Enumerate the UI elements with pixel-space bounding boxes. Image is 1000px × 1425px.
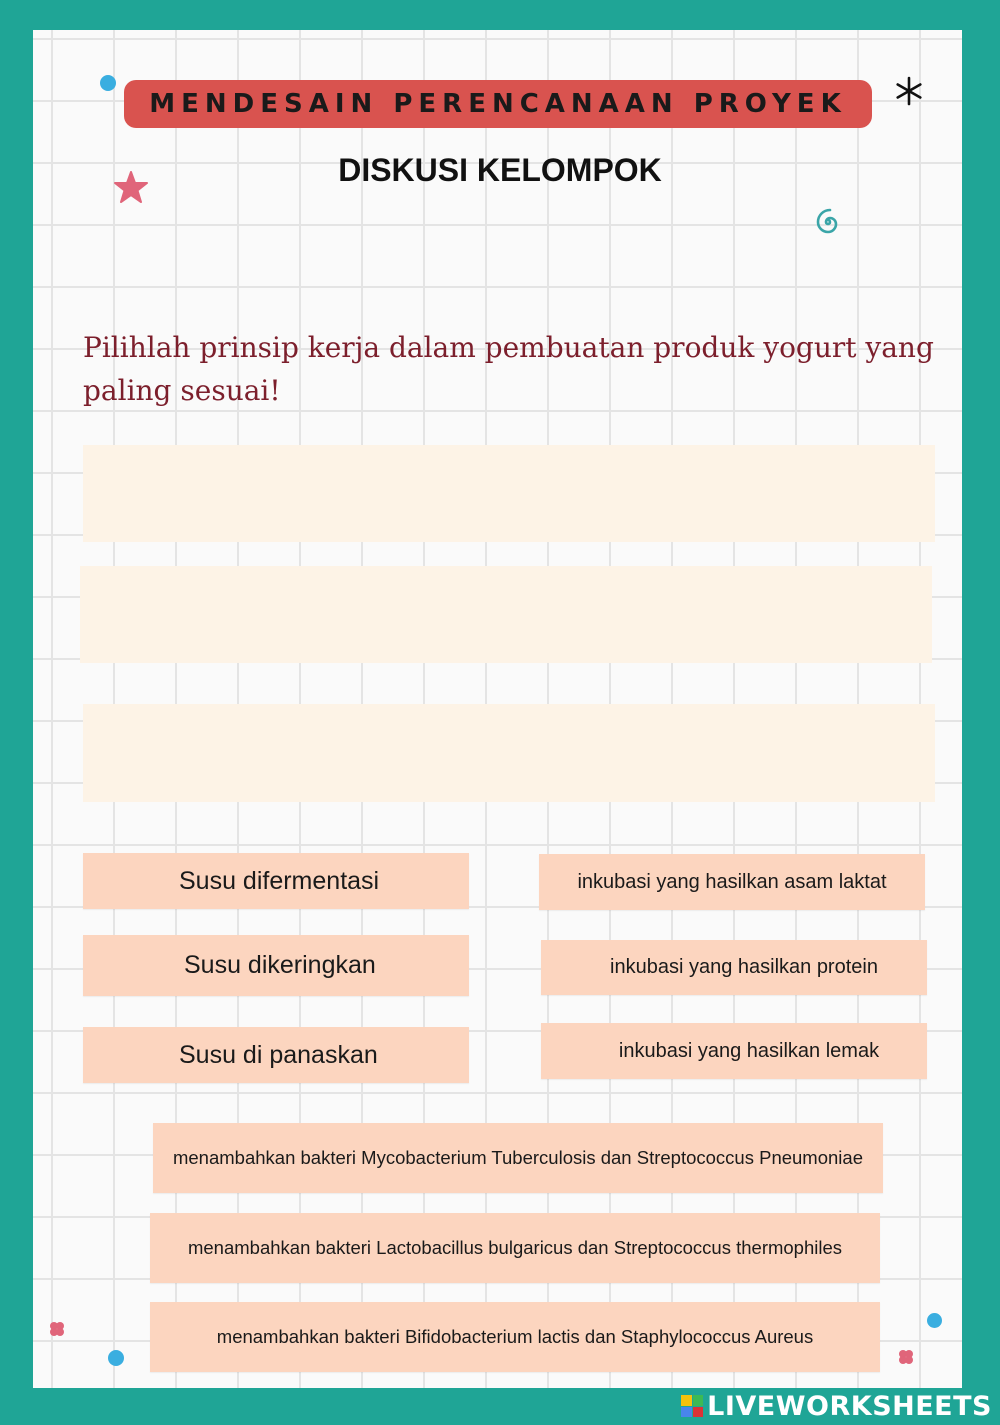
banner-title: MENDESAIN PERENCANAAN PROYEK (149, 89, 847, 119)
liveworksheets-brand (681, 1390, 992, 1422)
answer-drop-slot-1[interactable] (83, 445, 935, 542)
blue-dot-decoration (108, 1350, 124, 1366)
blue-dot-decoration (927, 1313, 942, 1328)
option-card-bifidobacterium[interactable]: menambahkan bakteri Bifidobacterium lactis dan Staphylococcus Aureus (150, 1302, 880, 1372)
option-card-susu-di-panaskan[interactable]: Susu di panaskan (83, 1027, 469, 1083)
brand-name: LIVEWORKSHEETS (707, 1390, 992, 1422)
question-text: Pilihlah prinsip kerja dalam pembuatan produk yogurt yang paling sesuai! (83, 331, 934, 407)
option-card-lemak[interactable]: inkubasi yang hasilkan lemak (541, 1023, 927, 1079)
blue-dot-decoration (100, 75, 116, 91)
option-card-susu-dikeringkan[interactable]: Susu dikeringkan (83, 935, 469, 996)
option-card-susu-difermentasi[interactable]: Susu difermentasi (83, 853, 469, 909)
option-card-mycobacterium[interactable]: menambahkan bakteri Mycobacterium Tuberculosis dan Streptococcus Pneumoniae (153, 1123, 883, 1193)
option-card-protein[interactable]: inkubasi yang hasilkan protein (541, 940, 927, 995)
option-card-asam-laktat[interactable]: inkubasi yang hasilkan asam laktat (539, 854, 925, 910)
answer-drop-slot-3[interactable] (83, 704, 935, 802)
page-subtitle: DISKUSI KELOMPOK (338, 152, 662, 188)
liveworksheets-logo-icon (681, 1395, 703, 1417)
asterisk-icon (893, 75, 925, 107)
title-banner (124, 80, 872, 128)
flower-icon (48, 1320, 66, 1338)
answer-drop-slot-2[interactable] (80, 566, 932, 663)
flower-icon (897, 1348, 915, 1366)
spiral-icon (812, 206, 844, 238)
option-card-lactobacillus[interactable]: menambahkan bakteri Lactobacillus bulgaricus dan Streptococcus thermophiles (150, 1213, 880, 1283)
